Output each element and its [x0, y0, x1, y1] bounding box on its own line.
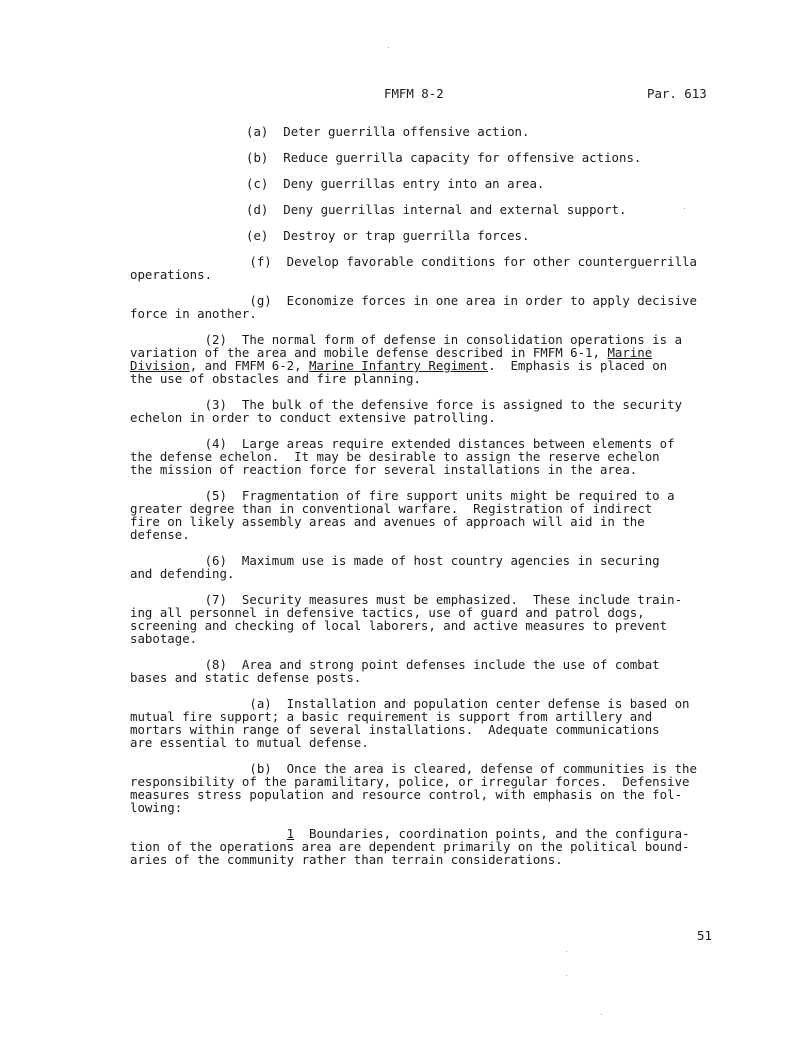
paragraph-8: (8) Area and strong point defenses include the use of combat bases and static defense posts. — [130, 657, 660, 685]
list-item-g: (g) Economize forces in one area in order to apply decisive force in another. — [130, 293, 697, 321]
paragraph-7: (7) Security measures must be emphasized. These include train- ing all personnel in defensive tactics, use of guard and patrol dogs, screening and checking of local laborers, and active measures to prevent sabotage. — [130, 592, 683, 646]
header-paragraph-number: Par. 613 — [647, 86, 707, 101]
paragraph-5: (5) Fragmentation of fire support units might be required to a greater degree than in conventional warfare. Registration of indirect fire on likely assembly areas and avenues of approach will aid in the defense. — [130, 488, 675, 542]
page-number: 51 — [697, 928, 712, 943]
scan-speck — [566, 975, 567, 976]
list-item-d: (d) Deny guerrillas internal and external support. — [246, 202, 627, 217]
scan-speck — [601, 1014, 602, 1015]
paragraph-3: (3) The bulk of the defensive force is assigned to the security echelon in order to conduct extensive patrolling. — [130, 397, 683, 425]
list-item-b: (b) Reduce guerrilla capacity for offensive actions. — [246, 150, 642, 165]
header-title: FMFM 8-2 — [384, 86, 444, 101]
reference-marine-division: Marine — [607, 345, 653, 360]
paragraph-6: (6) Maximum use is made of host country agencies in securing and defending. — [130, 553, 660, 581]
reference-marine-infantry-regiment: Marine Infantry Regiment — [309, 358, 489, 373]
list-item-f: (f) Develop favorable conditions for other counterguerrilla operations. — [130, 254, 697, 282]
scan-speck — [388, 47, 389, 48]
paragraph-4: (4) Large areas require extended distances between elements of the defense echelon. It may be desirable to assign the reserve echelon the mission of reaction force for several installations in the area. — [130, 436, 675, 477]
paragraph-8b: (b) Once the area is cleared, defense of communities is the responsibility of the paramilitary, police, or irregular forces. Defensive measures stress population and resource control, with emphasis on the fol- lowing: — [130, 761, 697, 815]
paragraph-8b-1: 1 Boundaries, coordination points, and the configura- tion of the operations area are dependent primarily on the political bound- aries of the community rather than terrain considerations. — [130, 826, 690, 867]
scan-speck — [684, 208, 685, 209]
list-item-a: (a) Deter guerrilla offensive action. — [246, 124, 530, 139]
subitem-number: 1 — [286, 826, 295, 841]
paragraph-8a: (a) Installation and population center defense is based on mutual fire support; a basic requirement is support from artillery and mortars within range of several installations. Adequate communications are essential to mutual defense. — [130, 696, 690, 750]
paragraph-2: (2) The normal form of defense in consolidation operations is a variation of the area and mobile defense described in FMFM 6-1, Marine Division, and FMFM 6-2, Marine Infantry Regiment. Emphasis is placed on the use of obstacles and fire planning. — [130, 332, 683, 386]
list-item-e: (e) Destroy or trap guerrilla forces. — [246, 228, 530, 243]
list-item-c: (c) Deny guerrillas entry into an area. — [246, 176, 545, 191]
scan-speck — [566, 951, 567, 952]
